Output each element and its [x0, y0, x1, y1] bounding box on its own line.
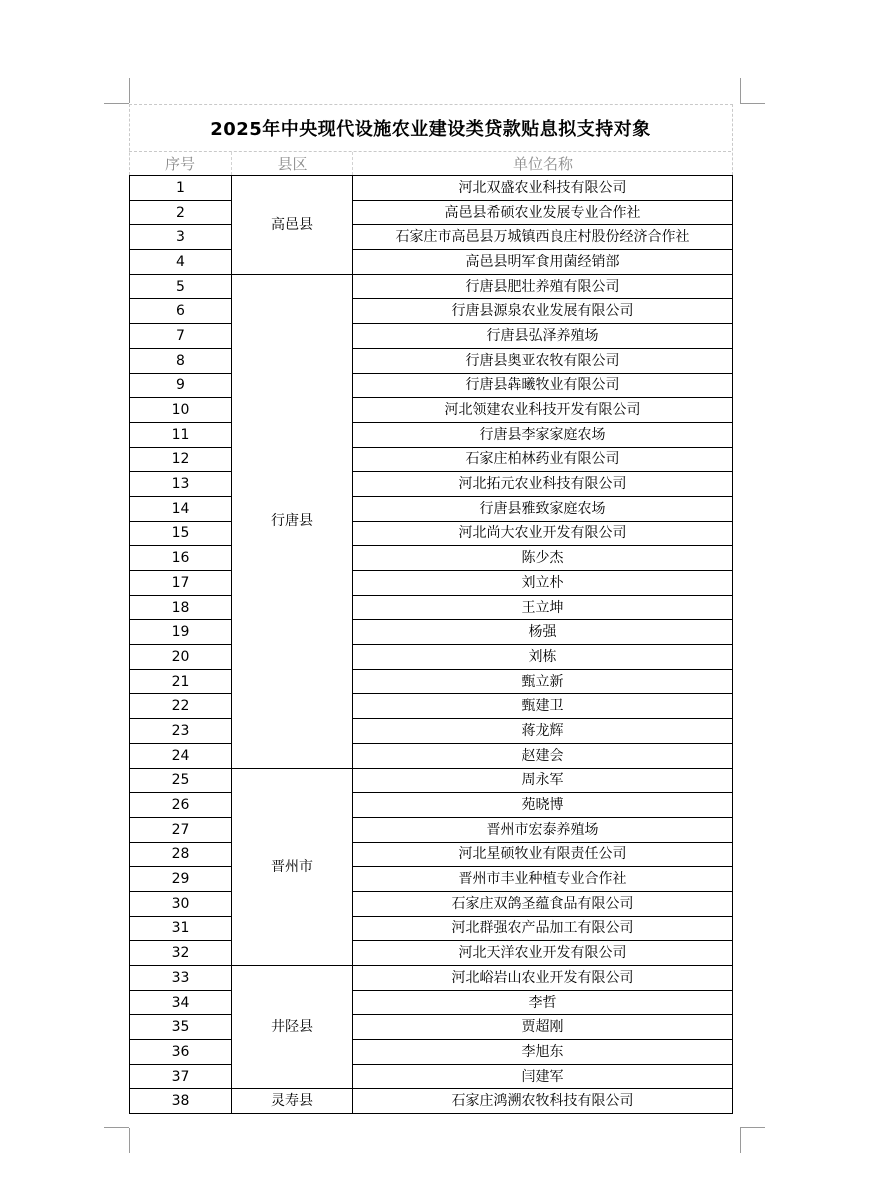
entity-name: 行唐县源泉农业发展有限公司 — [353, 299, 733, 324]
entity-name: 刘立朴 — [353, 571, 733, 596]
entity-name: 石家庄柏林药业有限公司 — [353, 447, 733, 472]
crop-mark-top-right-v — [740, 78, 741, 103]
row-number: 10 — [130, 398, 232, 423]
row-number: 21 — [130, 669, 232, 694]
entity-name: 赵建会 — [353, 743, 733, 768]
entity-name: 河北尚大农业开发有限公司 — [353, 521, 733, 546]
row-number: 17 — [130, 571, 232, 596]
crop-mark-top-right-h — [740, 103, 765, 104]
table-row — [130, 324, 733, 349]
entity-name: 石家庄鸿溯农牧科技有限公司 — [353, 1089, 733, 1114]
table-row — [130, 250, 733, 275]
entity-name: 河北拓元农业科技有限公司 — [353, 472, 733, 497]
table-row — [130, 1064, 733, 1089]
row-number: 38 — [130, 1089, 232, 1114]
table-row — [130, 274, 733, 299]
entity-name: 李旭东 — [353, 1040, 733, 1065]
page-title: 2025年中央现代设施农业建设类贷款贴息拟支持对象 — [210, 119, 651, 140]
table-body — [130, 176, 733, 1114]
entity-name: 河北领建农业科技开发有限公司 — [353, 398, 733, 423]
table-row — [130, 472, 733, 497]
table-row — [130, 447, 733, 472]
row-number: 35 — [130, 1015, 232, 1040]
entity-name: 陈少杰 — [353, 546, 733, 571]
table-row — [130, 793, 733, 818]
row-number: 11 — [130, 422, 232, 447]
row-number: 1 — [130, 176, 232, 201]
table-row — [130, 373, 733, 398]
row-number: 12 — [130, 447, 232, 472]
entity-name: 苑晓博 — [353, 793, 733, 818]
table-row — [130, 299, 733, 324]
row-number: 23 — [130, 719, 232, 744]
crop-mark-bottom-right-v — [740, 1128, 741, 1153]
entity-name: 河北群强农产品加工有限公司 — [353, 916, 733, 941]
table-row — [130, 842, 733, 867]
table-row — [130, 719, 733, 744]
county-cell: 晋州市 — [232, 768, 353, 966]
table-row — [130, 694, 733, 719]
row-number: 8 — [130, 348, 232, 373]
county-cell: 高邑县 — [232, 176, 353, 275]
table-row — [130, 941, 733, 966]
county-cell: 行唐县 — [232, 274, 353, 768]
table-row — [130, 990, 733, 1015]
entity-name: 甄立新 — [353, 669, 733, 694]
row-number: 9 — [130, 373, 232, 398]
row-number: 5 — [130, 274, 232, 299]
table-row — [130, 1015, 733, 1040]
entity-name: 高邑县明军食用菌经销部 — [353, 250, 733, 275]
county-cell: 灵寿县 — [232, 1089, 353, 1114]
row-number: 29 — [130, 867, 232, 892]
entity-name: 刘栋 — [353, 645, 733, 670]
entity-name: 石家庄双鸽圣蕴食品有限公司 — [353, 891, 733, 916]
row-number: 13 — [130, 472, 232, 497]
row-number: 31 — [130, 916, 232, 941]
table-row — [130, 1089, 733, 1114]
entity-name: 李哲 — [353, 990, 733, 1015]
table-row — [130, 669, 733, 694]
entity-name: 蒋龙辉 — [353, 719, 733, 744]
entity-name: 行唐县奥亚农牧有限公司 — [353, 348, 733, 373]
data-table — [129, 175, 733, 1114]
table-row — [130, 916, 733, 941]
row-number: 3 — [130, 225, 232, 250]
table-row — [130, 891, 733, 916]
table-row — [130, 743, 733, 768]
row-number: 26 — [130, 793, 232, 818]
row-number: 19 — [130, 620, 232, 645]
table-row — [130, 348, 733, 373]
row-number: 27 — [130, 817, 232, 842]
entity-name: 闫建军 — [353, 1064, 733, 1089]
table-row — [130, 176, 733, 201]
entity-name: 杨强 — [353, 620, 733, 645]
column-header-county: 县区 — [231, 152, 353, 175]
row-number: 6 — [130, 299, 232, 324]
row-number: 22 — [130, 694, 232, 719]
row-number: 28 — [130, 842, 232, 867]
table-row — [130, 620, 733, 645]
table-row — [130, 546, 733, 571]
entity-name: 河北星硕牧业有限责任公司 — [353, 842, 733, 867]
entity-name: 甄建卫 — [353, 694, 733, 719]
column-header-name: 单位名称 — [352, 152, 733, 175]
table-row — [130, 521, 733, 546]
table-row — [130, 1040, 733, 1065]
table-row — [130, 422, 733, 447]
row-number: 4 — [130, 250, 232, 275]
row-number: 15 — [130, 521, 232, 546]
row-number: 14 — [130, 496, 232, 521]
table-row — [130, 496, 733, 521]
table-row — [130, 398, 733, 423]
entity-name: 河北双盛农业科技有限公司 — [353, 176, 733, 201]
row-number: 34 — [130, 990, 232, 1015]
row-number: 24 — [130, 743, 232, 768]
entity-name: 行唐县犇曦牧业有限公司 — [353, 373, 733, 398]
county-cell: 井陉县 — [232, 966, 353, 1089]
entity-name: 河北天洋农业开发有限公司 — [353, 941, 733, 966]
entity-name: 晋州市丰业种植专业合作社 — [353, 867, 733, 892]
entity-name: 周永军 — [353, 768, 733, 793]
crop-mark-top-left-v — [129, 78, 130, 103]
entity-name: 石家庄市高邑县万城镇西良庄村股份经济合作社 — [353, 225, 733, 250]
row-number: 7 — [130, 324, 232, 349]
column-header-no: 序号 — [164, 155, 195, 173]
row-number: 30 — [130, 891, 232, 916]
table-row — [130, 225, 733, 250]
row-number: 36 — [130, 1040, 232, 1065]
crop-mark-top-left-h — [104, 103, 129, 104]
crop-mark-bottom-left-v — [129, 1128, 130, 1153]
row-number: 37 — [130, 1064, 232, 1089]
entity-name: 河北峪岩山农业开发有限公司 — [353, 966, 733, 991]
entity-name: 高邑县希硕农业发展专业合作社 — [353, 200, 733, 225]
entity-name: 晋州市宏泰养殖场 — [353, 817, 733, 842]
table-row — [130, 200, 733, 225]
table-row — [130, 571, 733, 596]
entity-name: 行唐县雅致家庭农场 — [353, 496, 733, 521]
row-number: 20 — [130, 645, 232, 670]
entity-name: 行唐县肥壮养殖有限公司 — [353, 274, 733, 299]
table-row — [130, 867, 733, 892]
row-number: 16 — [130, 546, 232, 571]
row-number: 25 — [130, 768, 232, 793]
entity-name: 贾超刚 — [353, 1015, 733, 1040]
table-row — [130, 817, 733, 842]
table-row — [130, 645, 733, 670]
row-number: 33 — [130, 966, 232, 991]
crop-mark-bottom-right-h — [740, 1127, 765, 1128]
crop-mark-bottom-left-h — [104, 1127, 129, 1128]
entity-name: 行唐县李家家庭农场 — [353, 422, 733, 447]
row-number: 2 — [130, 200, 232, 225]
row-number: 32 — [130, 941, 232, 966]
row-number: 18 — [130, 595, 232, 620]
entity-name: 行唐县弘泽养殖场 — [353, 324, 733, 349]
table-row — [130, 768, 733, 793]
table-row — [130, 966, 733, 991]
table-row — [130, 595, 733, 620]
entity-name: 王立坤 — [353, 595, 733, 620]
